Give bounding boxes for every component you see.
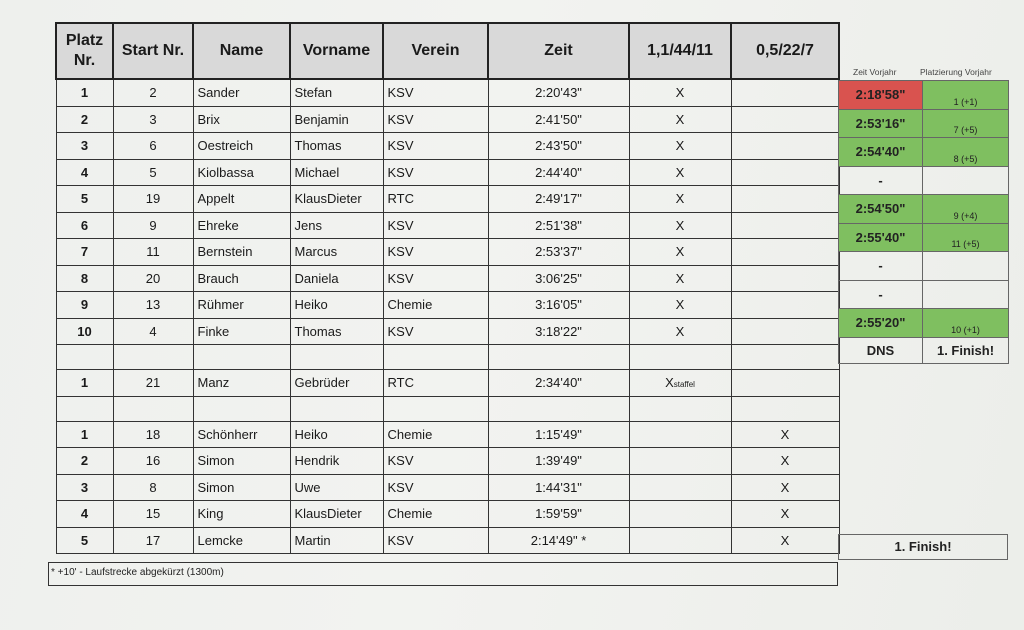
prev-year-place: 9 (+4): [923, 195, 1009, 224]
prev-year-place: [923, 166, 1009, 195]
cell-start: 5: [113, 159, 193, 186]
side-row: [839, 337, 1009, 364]
cell-name: Ehreke: [193, 212, 290, 239]
side-row: [839, 81, 1009, 110]
prev-year-time: 2:53'16": [839, 109, 923, 138]
cell-category-short: X: [731, 474, 839, 501]
staffel-label: staffel: [673, 380, 695, 390]
header-name: Name: [193, 23, 290, 79]
cell-start: 2: [113, 79, 193, 106]
header-verein: Verein: [383, 23, 488, 79]
prev-year-place: [923, 280, 1009, 309]
cell-category-short: X: [731, 527, 839, 554]
cell-start: 17: [113, 527, 193, 554]
prev-year-time: 2:18'58": [839, 81, 923, 110]
cell-platz: 9: [56, 292, 113, 319]
side-row: [839, 138, 1009, 167]
cell-vorname: KlausDieter: [290, 501, 383, 528]
cell-category-long: X: [629, 186, 731, 213]
cell-category-long: X: [629, 133, 731, 160]
cell-category-short: [731, 370, 839, 397]
cell-vorname: Stefan: [290, 79, 383, 106]
cell-vorname: Benjamin: [290, 106, 383, 133]
x-mark: X: [665, 375, 674, 391]
side-row: [839, 309, 1009, 338]
cell-platz: 1: [56, 370, 113, 397]
cell-zeit: 1:59'59": [488, 501, 629, 528]
table-row-staffel: [56, 370, 839, 397]
cell-category-short: [731, 212, 839, 239]
cell-zeit: 2:34'40": [488, 370, 629, 397]
cell-name: Oestreich: [193, 133, 290, 160]
prev-year-place: 10 (+1): [923, 309, 1009, 338]
cell-platz: 5: [56, 186, 113, 213]
cell-vorname: Heiko: [290, 292, 383, 319]
cell-zeit: 1:44'31": [488, 474, 629, 501]
prev-year-place: [923, 252, 1009, 281]
cell-name: Rühmer: [193, 292, 290, 319]
table-row: [56, 265, 839, 292]
cell-category-short: [731, 79, 839, 106]
prev-year-time: -: [839, 166, 923, 195]
cell-vorname: Martin: [290, 527, 383, 554]
side-row: [839, 166, 1009, 195]
cell-vorname: Michael: [290, 159, 383, 186]
cell-zeit: 2:49'17": [488, 186, 629, 213]
cell-category-short: X: [731, 448, 839, 475]
cell-start: 21: [113, 370, 193, 397]
side-header-time: Zeit Vorjahr: [853, 67, 897, 77]
header-category-short: 0,5/22/7: [731, 23, 839, 79]
cell-zeit: 1:15'49": [488, 421, 629, 448]
cell-start: 15: [113, 501, 193, 528]
header-platz: Platz Nr.: [56, 23, 113, 79]
header-category-long: 1,1/44/11: [629, 23, 731, 79]
cell-verein: Chemie: [383, 292, 488, 319]
cell-category-short: [731, 106, 839, 133]
cell-vorname: Marcus: [290, 239, 383, 266]
cell-vorname: Thomas: [290, 133, 383, 160]
cell-vorname: KlausDieter: [290, 186, 383, 213]
cell-category-long: [629, 474, 731, 501]
table-row: [56, 159, 839, 186]
cell-platz: 6: [56, 212, 113, 239]
cell-category-long: [629, 527, 731, 554]
prev-year-time: DNS: [839, 337, 923, 364]
cell-platz: 8: [56, 265, 113, 292]
cell-name: Sander: [193, 79, 290, 106]
finish-note: 1. Finish!: [838, 534, 1008, 560]
prev-year-time: -: [839, 252, 923, 281]
cell-verein: KSV: [383, 106, 488, 133]
cell-name: Simon: [193, 448, 290, 475]
table-row: [56, 106, 839, 133]
table-row: [56, 133, 839, 160]
side-header-place: Platzierung Vorjahr: [920, 67, 992, 77]
cell-start: 16: [113, 448, 193, 475]
cell-start: 9: [113, 212, 193, 239]
cell-category-long: X: [629, 292, 731, 319]
cell-start: 6: [113, 133, 193, 160]
cell-zeit: 2:44'40": [488, 159, 629, 186]
cell-zeit: 2:14'49" *: [488, 527, 629, 554]
previous-year-table: [838, 80, 1009, 364]
table-row: [56, 212, 839, 239]
cell-platz: 1: [56, 79, 113, 106]
cell-name: Kiolbassa: [193, 159, 290, 186]
cell-name: Schönherr: [193, 421, 290, 448]
cell-zeit: 3:18'22": [488, 318, 629, 345]
table-row: [56, 186, 839, 213]
cell-category-long: [629, 421, 731, 448]
cell-zeit: 2:53'37": [488, 239, 629, 266]
cell-start: 20: [113, 265, 193, 292]
prev-year-time: 2:55'20": [839, 309, 923, 338]
spacer-row: [56, 345, 839, 370]
prev-year-time: 2:54'50": [839, 195, 923, 224]
cell-start: 4: [113, 318, 193, 345]
prev-year-place: 1 (+1): [923, 81, 1009, 110]
table-row: [56, 318, 839, 345]
cell-category-short: [731, 292, 839, 319]
cell-vorname: Jens: [290, 212, 383, 239]
cell-category-long: X: [629, 318, 731, 345]
cell-name: King: [193, 501, 290, 528]
cell-category-long: [629, 501, 731, 528]
cell-verein: Chemie: [383, 421, 488, 448]
cell-name: Manz: [193, 370, 290, 397]
table-row: [56, 421, 839, 448]
cell-verein: KSV: [383, 318, 488, 345]
cell-category-short: [731, 265, 839, 292]
cell-category-short: [731, 159, 839, 186]
cell-platz: 5: [56, 527, 113, 554]
cell-category-short: X: [731, 501, 839, 528]
cell-name: Finke: [193, 318, 290, 345]
prev-year-time: 2:54'40": [839, 138, 923, 167]
cell-zeit: 2:20'43": [488, 79, 629, 106]
cell-platz: 7: [56, 239, 113, 266]
cell-zeit: 1:39'49": [488, 448, 629, 475]
cell-category-short: [731, 186, 839, 213]
cell-zeit: 3:06'25": [488, 265, 629, 292]
header-zeit: Zeit: [488, 23, 629, 79]
cell-zeit: 2:43'50": [488, 133, 629, 160]
cell-name: Appelt: [193, 186, 290, 213]
cell-category-long: [629, 370, 731, 397]
table-row: [56, 79, 839, 106]
cell-verein: RTC: [383, 370, 488, 397]
table-row: [56, 448, 839, 475]
cell-category-long: X: [629, 79, 731, 106]
table-row: [56, 501, 839, 528]
table-row: [56, 239, 839, 266]
prev-year-place: 7 (+5): [923, 109, 1009, 138]
cell-category-short: [731, 239, 839, 266]
cell-category-long: X: [629, 106, 731, 133]
cell-platz: 4: [56, 501, 113, 528]
cell-name: Brix: [193, 106, 290, 133]
cell-verein: KSV: [383, 527, 488, 554]
cell-platz: 3: [56, 474, 113, 501]
cell-category-long: X: [629, 212, 731, 239]
cell-verein: KSV: [383, 133, 488, 160]
cell-verein: RTC: [383, 186, 488, 213]
cell-verein: KSV: [383, 239, 488, 266]
table-row: [56, 474, 839, 501]
side-row: [839, 223, 1009, 252]
cell-category-short: [731, 318, 839, 345]
prev-year-time: -: [839, 280, 923, 309]
cell-start: 18: [113, 421, 193, 448]
cell-verein: KSV: [383, 474, 488, 501]
cell-start: 3: [113, 106, 193, 133]
cell-vorname: Gebrüder: [290, 370, 383, 397]
cell-platz: 1: [56, 421, 113, 448]
cell-category-short: [731, 133, 839, 160]
cell-category-long: X: [629, 239, 731, 266]
spacer-row: [56, 396, 839, 421]
table-row: [56, 292, 839, 319]
cell-start: 8: [113, 474, 193, 501]
cell-platz: 2: [56, 448, 113, 475]
cell-start: 11: [113, 239, 193, 266]
cell-verein: Chemie: [383, 501, 488, 528]
cell-name: Lemcke: [193, 527, 290, 554]
side-row: [839, 252, 1009, 281]
cell-platz: 10: [56, 318, 113, 345]
header-start: Start Nr.: [113, 23, 193, 79]
cell-verein: KSV: [383, 448, 488, 475]
cell-verein: KSV: [383, 212, 488, 239]
cell-platz: 2: [56, 106, 113, 133]
cell-zeit: 2:41'50": [488, 106, 629, 133]
footnote: * +10' - Laufstrecke abgekürzt (1300m): [48, 562, 838, 586]
table-row: [56, 527, 839, 554]
cell-name: Bernstein: [193, 239, 290, 266]
cell-category-long: X: [629, 159, 731, 186]
side-row: [839, 109, 1009, 138]
cell-verein: KSV: [383, 159, 488, 186]
cell-category-long: X: [629, 265, 731, 292]
cell-name: Brauch: [193, 265, 290, 292]
cell-vorname: Hendrik: [290, 448, 383, 475]
prev-year-time: 2:55'40": [839, 223, 923, 252]
cell-vorname: Daniela: [290, 265, 383, 292]
cell-zeit: 3:16'05": [488, 292, 629, 319]
cell-start: 13: [113, 292, 193, 319]
cell-category-short: X: [731, 421, 839, 448]
cell-platz: 4: [56, 159, 113, 186]
results-table: [55, 22, 840, 554]
cell-vorname: Heiko: [290, 421, 383, 448]
cell-platz: 3: [56, 133, 113, 160]
cell-vorname: Uwe: [290, 474, 383, 501]
cell-verein: KSV: [383, 79, 488, 106]
prev-year-place: 8 (+5): [923, 138, 1009, 167]
cell-start: 19: [113, 186, 193, 213]
cell-category-long: [629, 448, 731, 475]
cell-name: Simon: [193, 474, 290, 501]
cell-vorname: Thomas: [290, 318, 383, 345]
side-row: [839, 280, 1009, 309]
side-row: [839, 195, 1009, 224]
prev-year-place: 1. Finish!: [923, 337, 1009, 364]
cell-verein: KSV: [383, 265, 488, 292]
header-row: [56, 23, 839, 79]
header-vorname: Vorname: [290, 23, 383, 79]
cell-zeit: 2:51'38": [488, 212, 629, 239]
prev-year-place: 11 (+5): [923, 223, 1009, 252]
